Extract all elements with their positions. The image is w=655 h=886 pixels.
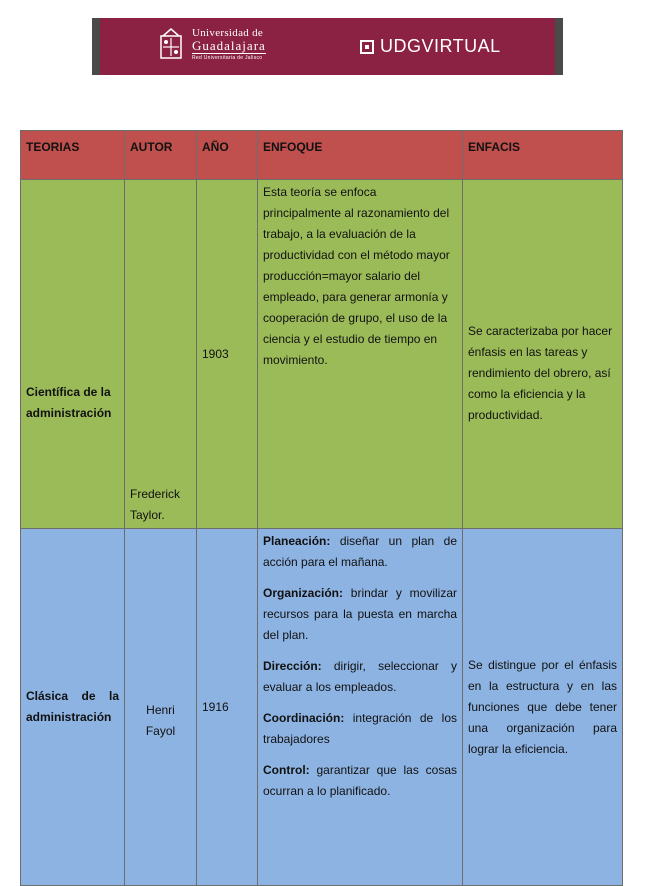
- banner-edge-left: [92, 18, 100, 75]
- cell-autor: Henri Fayol: [125, 529, 197, 886]
- cell-anio: 1916: [197, 529, 258, 886]
- header-teorias: TEORIAS: [21, 131, 125, 180]
- header-autor: AUTOR: [125, 131, 197, 180]
- table-header-row: [21, 131, 623, 180]
- university-name-line3: Red Universitaria de Jalisco: [192, 54, 263, 61]
- udgvirtual-box-icon: [360, 40, 374, 54]
- cell-teoria: Clásica de la administración: [21, 529, 125, 886]
- cell-enfoque: Esta teoría se enfoca principalmente al razonamiento del trabajo, a la evaluación de la productividad con el método mayor producción=mayor salario del empleado, para generar armonía y cooperación de grupo, el uso de la ciencia y el estudio de tiempo en movimiento.: [258, 180, 463, 529]
- cell-enfoque: [258, 529, 463, 886]
- university-name-line2: Guadalajara: [192, 37, 266, 53]
- header-anio: AÑO: [197, 131, 258, 180]
- udgvirtual-logo: [360, 36, 501, 57]
- university-name-line1: Universidad de: [192, 26, 264, 39]
- header-enfacis: ENFACIS: [463, 131, 623, 180]
- header-banner: [92, 18, 563, 75]
- enfoque-item-direccion: Dirección: dirigir, seleccionar y evaluar a los empleados.: [263, 659, 457, 694]
- cell-autor: Frederick Taylor.: [125, 180, 197, 529]
- cell-enfasis: Se distingue por el énfasis en la estructura y en las funciones que debe tener una organización para lograr la eficiencia.: [463, 529, 623, 886]
- cell-enfasis: Se caracterizaba por hacer énfasis en las tareas y rendimiento del obrero, así como la eficiencia y la productividad.: [463, 180, 623, 529]
- enfoque-item-coordinacion: Coordinación: integración de los trabajadores: [263, 711, 457, 746]
- enfoque-item-control: Control: garantizar que las cosas ocurran a lo planificado.: [263, 763, 457, 798]
- cell-anio: 1903: [197, 180, 258, 529]
- enfoque-item-organizacion: Organización: brindar y movilizar recursos para la puesta en marcha del plan.: [263, 586, 457, 642]
- cell-teoria: Científica de la administración: [21, 180, 125, 529]
- header-enfoque: ENFOQUE: [258, 131, 463, 180]
- udg-logo: [158, 26, 266, 62]
- theories-table: [20, 130, 623, 886]
- enfoque-item-planeacion: Planeación: diseñar un plan de acción para el mañana.: [263, 534, 457, 569]
- university-seal-icon: [158, 26, 184, 62]
- banner-edge-right: [555, 18, 563, 75]
- udgvirtual-label: UDGVIRTUAL: [380, 36, 501, 56]
- table-row: [21, 529, 623, 886]
- table-row: [21, 180, 623, 529]
